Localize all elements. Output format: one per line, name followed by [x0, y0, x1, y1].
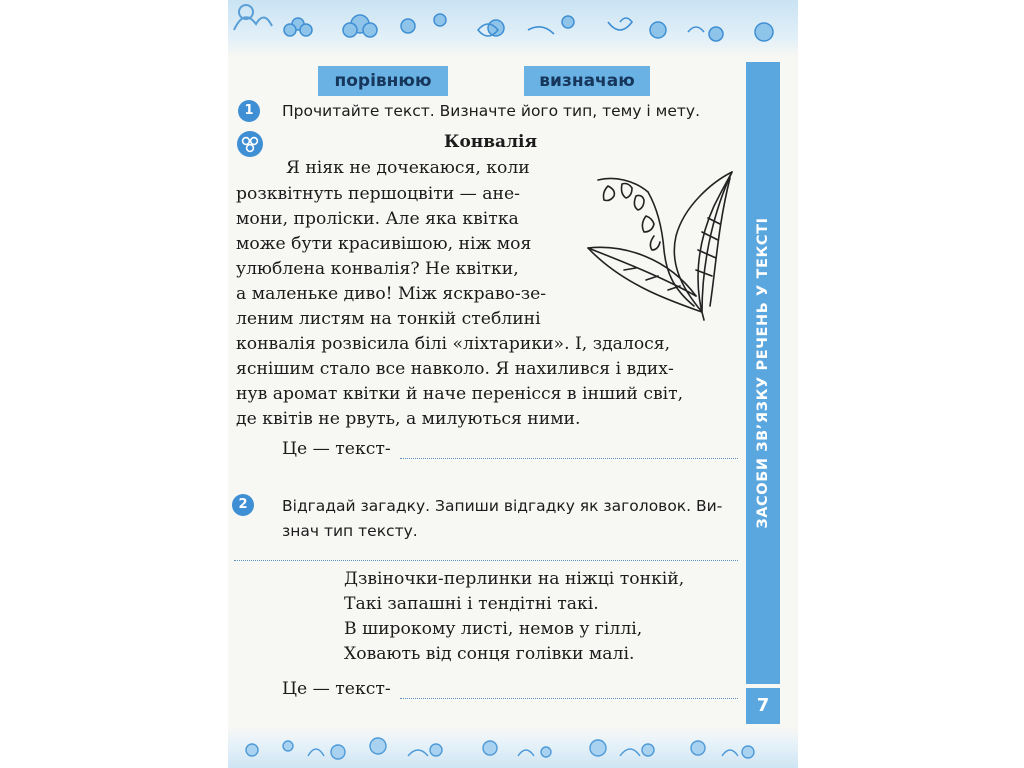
task-number-1: 1: [238, 100, 260, 122]
riddle-line: Дзвіночки-перлинки на ніжці тонкій,: [344, 569, 685, 589]
text-line: яснішим стало все навколо. Я нахилився і вдих-: [236, 359, 674, 379]
tag-compare: порівнюю: [318, 66, 448, 96]
text-line: леним листям на тонкій стеблині: [236, 309, 541, 329]
tag-determine: визначаю: [524, 66, 650, 96]
task1-answer-line[interactable]: [400, 458, 738, 459]
task2-answer-line[interactable]: [400, 698, 738, 699]
flower-ornament: [228, 0, 798, 56]
textbook-page: [228, 0, 798, 768]
text-line: де квітів не рвуть, а милуються ними.: [236, 409, 581, 429]
text-line: розквітнуть першоцвіти — ане-: [236, 184, 520, 204]
task2-instruction-line: Відгадай загадку. Запиши відгадку як заголовок. Ви-: [282, 497, 723, 515]
task1-instruction: Прочитайте текст. Визначте його тип, тему і мету.: [282, 102, 701, 120]
task2-answer-label: Це — текст-: [282, 679, 391, 699]
flower-ornament: [228, 728, 798, 768]
text-title: Конвалія: [444, 132, 538, 152]
lily-of-the-valley-illustration: [584, 166, 744, 326]
text-line: нув аромат квітки й наче перенісся в інший світ,: [236, 384, 684, 404]
chapter-title: ЗАСОБИ ЗВ’ЯЗКУ РЕЧЕНЬ У ТЕКСТІ: [755, 217, 771, 529]
task2-title-line[interactable]: [234, 560, 738, 561]
text-line: може бути красивішою, ніж моя: [236, 234, 532, 254]
page-number: 7: [746, 688, 780, 724]
text-line: конвалія розвісила білі «ліхтарики». І, здалося,: [236, 334, 671, 354]
riddle-line: Такі запашні і тендітні такі.: [344, 594, 599, 614]
text-line: улюблена конвалія? Не квітки,: [236, 259, 519, 279]
text-line: Я ніяк не дочекаюся, коли: [286, 158, 530, 178]
task-number-2: 2: [232, 494, 254, 516]
task1-answer-label: Це — текст-: [282, 439, 391, 459]
riddle-line: Ховають від сонця голівки малі.: [344, 644, 635, 664]
group-work-icon: [236, 130, 264, 158]
task2-instruction-line: знач тип тексту.: [282, 522, 418, 540]
text-line: а маленьке диво! Між яскраво-зе-: [236, 284, 547, 304]
riddle-line: В широкому листі, немов у гіллі,: [344, 619, 643, 639]
text-line: мони, проліски. Але яка квітка: [236, 209, 519, 229]
